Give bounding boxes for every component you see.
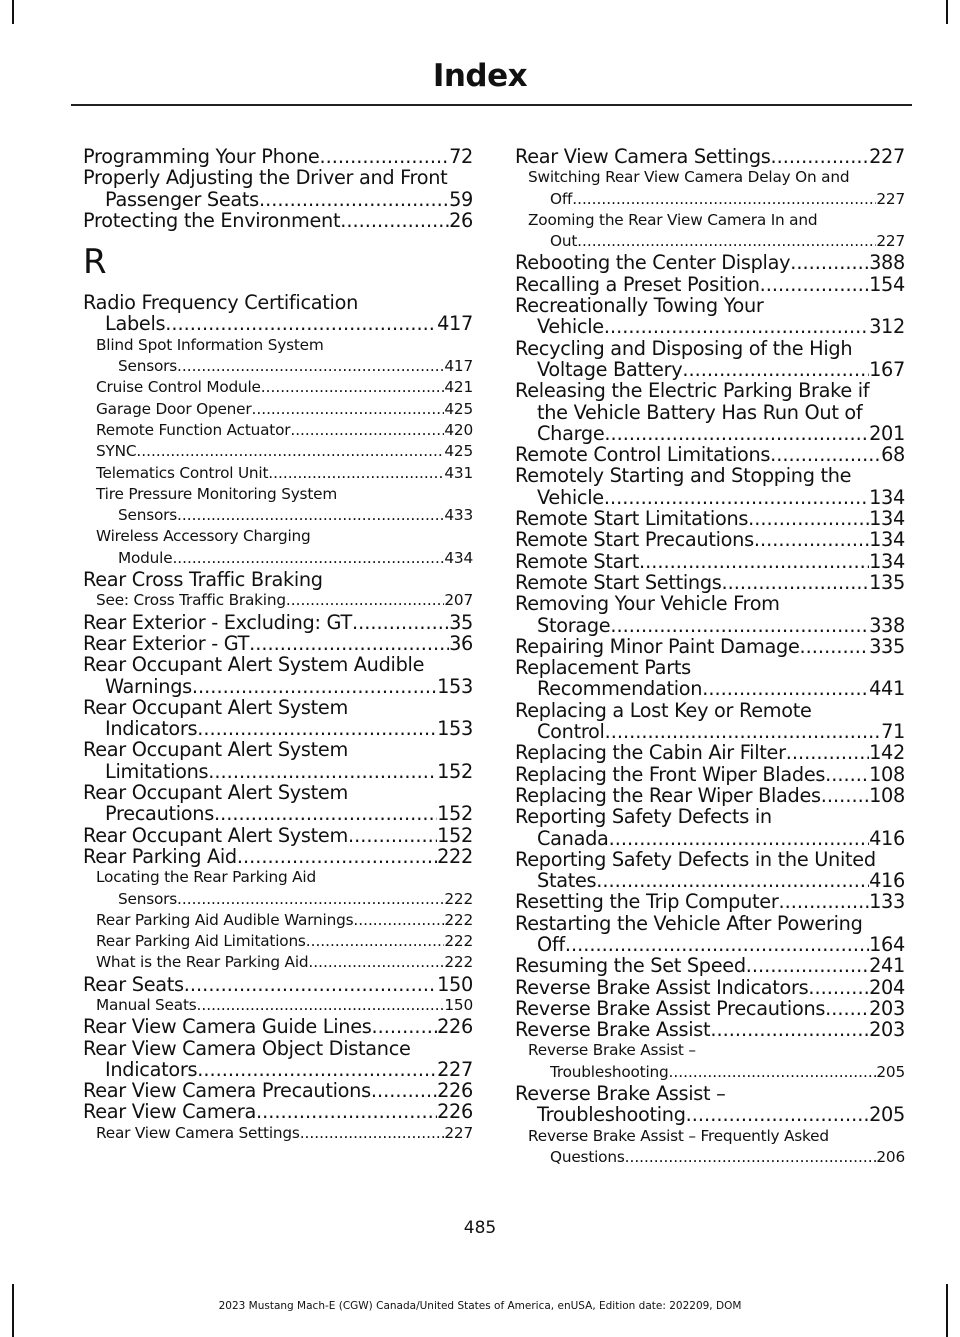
dot-leader — [184, 974, 437, 995]
index-subentry[interactable] — [83, 441, 473, 462]
index-subentry[interactable] — [515, 210, 905, 253]
entry-text: Remote Control Limitations — [515, 443, 771, 467]
dot-leader — [177, 889, 444, 910]
entry-text: Reverse Brake Assist Indicators — [515, 975, 809, 999]
page-reference: 388 — [869, 251, 905, 275]
dot-leader — [249, 633, 449, 654]
page-reference: 227 — [444, 1123, 473, 1142]
entry-text: Properly Adjusting the Driver and Front — [83, 166, 448, 190]
dot-leader — [596, 870, 869, 891]
entry-text: Radio Frequency Certification — [83, 291, 359, 315]
page-reference: 167 — [869, 357, 905, 381]
page-reference: 338 — [869, 613, 905, 637]
entry-text: Sensors — [118, 889, 178, 908]
page-reference: 203 — [869, 996, 905, 1020]
entry-text: Rear Parking Aid — [83, 844, 237, 868]
entry-text: Recalling a Preset Position — [515, 272, 760, 296]
entry-text: Programming Your Phone — [83, 145, 320, 168]
page-reference: 201 — [869, 421, 905, 445]
entry-text: Remote Start Settings — [515, 570, 722, 594]
page-reference: 421 — [444, 378, 473, 397]
entry-text: Replacing the Rear Wiper Blades — [515, 783, 821, 807]
entry-text: Module — [118, 548, 173, 567]
index-entry[interactable] — [83, 697, 473, 740]
page-reference: 226 — [437, 1079, 473, 1103]
index-entry[interactable] — [83, 825, 473, 846]
index-subentry[interactable] — [83, 995, 473, 1016]
dot-leader — [778, 891, 869, 912]
entry-text: Resuming the Set Speed — [515, 954, 746, 978]
entry-text: Reporting Safety Defects in the United — [515, 847, 876, 871]
index-entry[interactable] — [515, 742, 905, 763]
index-entry[interactable] — [515, 785, 905, 806]
dot-leader — [172, 548, 444, 569]
dot-leader — [340, 210, 449, 231]
index-subentry[interactable] — [83, 1123, 473, 1144]
page-reference: 241 — [869, 954, 905, 978]
dot-leader — [300, 1123, 445, 1144]
page-reference: 153 — [437, 717, 473, 741]
index-subentry[interactable] — [83, 910, 473, 931]
entry-text: Switching Rear View Camera Delay On and — [528, 168, 850, 187]
entry-text: Restarting the Vehicle After Powering — [515, 911, 863, 935]
entry-text: Locating the Rear Parking Aid — [96, 868, 316, 887]
index-subentry[interactable] — [83, 463, 473, 484]
page-title: Index — [432, 58, 528, 94]
entry-text: Voltage Battery — [537, 357, 683, 381]
page-reference: 222 — [444, 932, 473, 951]
dot-leader — [669, 1062, 877, 1083]
dot-leader — [306, 931, 445, 952]
section-letter: R — [83, 242, 107, 283]
dot-leader — [821, 785, 869, 806]
entry-text: Remotely Starting and Stopping the — [515, 464, 852, 488]
entry-text: Indicators — [105, 1057, 198, 1081]
entry-text: Remote Start Limitations — [515, 507, 749, 531]
index-entry[interactable] — [83, 1016, 473, 1037]
index-subentry[interactable] — [83, 377, 473, 398]
dot-leader — [192, 676, 437, 697]
dot-leader — [290, 420, 444, 441]
dot-leader — [771, 146, 870, 167]
index-entry[interactable] — [515, 1083, 905, 1126]
index-entry[interactable] — [83, 167, 473, 210]
page-reference: 152 — [437, 759, 473, 783]
dot-leader — [256, 1101, 437, 1122]
page-reference: 134 — [869, 549, 905, 573]
dot-leader — [197, 1059, 437, 1080]
page-reference: 425 — [444, 442, 473, 461]
index-subentry[interactable] — [83, 867, 473, 910]
index-entry[interactable] — [83, 633, 473, 654]
dot-leader — [577, 231, 876, 252]
index-entry[interactable] — [83, 1038, 473, 1081]
index-subentry[interactable] — [83, 484, 473, 527]
entry-text: the Vehicle Battery Has Run Out of — [537, 400, 863, 424]
index-entry[interactable] — [515, 146, 905, 167]
index-entry[interactable] — [83, 210, 473, 231]
page-reference: 154 — [869, 272, 905, 296]
page-reference: 133 — [869, 890, 905, 914]
dot-leader — [754, 529, 869, 550]
entry-text: Rear Exterior - Excluding: GT — [83, 610, 352, 634]
entry-text: Rear Occupant Alert System — [83, 695, 348, 719]
page-reference: 59 — [449, 187, 473, 211]
index-subentry[interactable] — [83, 526, 473, 569]
page-reference: 36 — [449, 631, 473, 655]
entry-text: Control — [537, 720, 605, 744]
entry-text: Rear Occupant Alert System — [83, 823, 348, 847]
dot-leader — [371, 1080, 437, 1101]
entry-text: Rear Occupant Alert System — [83, 738, 348, 762]
page-reference: 416 — [869, 826, 905, 850]
entry-text: Rear Parking Aid Limitations — [96, 932, 306, 951]
entry-text: Rear View Camera Guide Lines — [83, 1015, 372, 1039]
entry-text: Resetting the Trip Computer — [515, 890, 779, 914]
page-reference: 425 — [444, 399, 473, 418]
footer-edition: 2023 Mustang Mach-E (CGW) Canada/United States of America, enUSA, Edition date: 202209, DOM — [218, 1300, 742, 1312]
dot-leader — [372, 1016, 438, 1037]
index-entry[interactable] — [515, 955, 905, 976]
index-column-left — [83, 146, 473, 1144]
index-subentry[interactable] — [515, 1126, 905, 1169]
page-reference: 227 — [876, 189, 905, 208]
page-reference: 417 — [444, 357, 473, 376]
index-entry[interactable] — [515, 593, 905, 636]
dot-leader — [786, 742, 869, 763]
index-entry[interactable] — [515, 572, 905, 593]
page-reference: 134 — [869, 528, 905, 552]
page-reference: 205 — [876, 1062, 905, 1081]
index-entry[interactable] — [83, 739, 473, 782]
page-reference: 135 — [869, 570, 905, 594]
dot-leader — [825, 998, 869, 1019]
entry-text: Rear Occupant Alert System Audible — [83, 653, 425, 677]
index-entry[interactable] — [515, 700, 905, 743]
page-reference: 152 — [437, 802, 473, 826]
entry-text: Off — [537, 932, 565, 956]
entry-text: Rear View Camera Precautions — [83, 1079, 371, 1103]
entry-text: States — [537, 869, 597, 893]
dot-leader — [352, 612, 449, 633]
entry-text: Telematics Control Unit — [96, 463, 269, 482]
page-reference: 335 — [869, 634, 905, 658]
entry-text: Canada — [537, 826, 609, 850]
entry-text: Rear View Camera — [83, 1100, 257, 1124]
page-reference: 153 — [437, 674, 473, 698]
dot-leader — [565, 934, 869, 955]
index-entry[interactable] — [515, 252, 905, 273]
dot-leader — [748, 508, 869, 529]
page-reference: 134 — [869, 485, 905, 509]
dot-leader — [286, 590, 445, 611]
dot-leader — [604, 423, 869, 444]
dot-leader — [722, 572, 870, 593]
entry-text: Out — [550, 232, 578, 251]
entry-text: Storage — [537, 613, 611, 637]
entry-text: Replacement Parts — [515, 656, 691, 680]
entry-text: Repairing Minor Paint Damage — [515, 634, 800, 658]
entry-text: Sensors — [118, 357, 178, 376]
crop-mark-top-left — [12, 0, 14, 24]
index-subentry[interactable] — [83, 399, 473, 420]
index-entry[interactable] — [83, 846, 473, 867]
page-reference: 71 — [881, 720, 905, 744]
dot-leader — [237, 846, 437, 867]
dot-leader — [710, 1019, 869, 1040]
entry-text: Replacing a Lost Key or Remote — [515, 698, 812, 722]
entry-text: Vehicle — [537, 485, 604, 509]
entry-text: Garage Door Opener — [96, 399, 252, 418]
dot-leader — [746, 955, 869, 976]
entry-text: Rear View Camera Object Distance — [83, 1036, 411, 1060]
entry-text: Reverse Brake Assist — [515, 1018, 711, 1042]
page-reference: 226 — [437, 1100, 473, 1124]
dot-leader — [208, 761, 437, 782]
page-reference: 431 — [444, 463, 473, 482]
dot-leader — [177, 356, 444, 377]
page-reference: 227 — [437, 1057, 473, 1081]
entry-text: Tire Pressure Monitoring System — [96, 484, 338, 503]
dot-leader — [610, 615, 869, 636]
entry-text: Reverse Brake Assist – Frequently Asked — [528, 1126, 829, 1145]
index-entry[interactable] — [515, 295, 905, 338]
dot-leader — [770, 444, 881, 465]
dot-leader — [320, 146, 450, 167]
entry-text: Recommendation — [537, 677, 703, 701]
index-entry[interactable] — [515, 551, 905, 572]
entry-text: Remote Start — [515, 549, 640, 573]
page-reference: 226 — [437, 1015, 473, 1039]
dot-leader — [604, 316, 869, 337]
entry-text: What is the Rear Parking Aid — [96, 953, 309, 972]
index-subentry[interactable] — [83, 335, 473, 378]
entry-text: Zooming the Rear View Camera In and — [528, 210, 818, 229]
page-reference: 420 — [444, 420, 473, 439]
entry-text: Manual Seats — [96, 995, 197, 1014]
entry-text: Cruise Control Module — [96, 378, 261, 397]
index-entry[interactable] — [515, 529, 905, 550]
entry-text: Warnings — [105, 674, 192, 698]
index-entry[interactable] — [515, 338, 905, 381]
page-reference: 203 — [869, 1018, 905, 1042]
page-reference: 26 — [449, 208, 473, 232]
entry-text: Reporting Safety Defects in — [515, 805, 772, 829]
page-reference: 222 — [444, 953, 473, 972]
entry-text: Rear Parking Aid Audible Warnings — [96, 910, 354, 929]
index-entry[interactable] — [515, 977, 905, 998]
entry-text: Wireless Accessory Charging — [96, 527, 311, 546]
index-entry[interactable] — [83, 782, 473, 825]
entry-text: Replacing the Cabin Air Filter — [515, 741, 786, 765]
index-entry[interactable] — [515, 806, 905, 849]
dot-leader — [825, 764, 869, 785]
dot-leader — [702, 678, 869, 699]
index-entry[interactable] — [515, 508, 905, 529]
index-entry[interactable] — [83, 654, 473, 697]
index-entry[interactable] — [83, 146, 473, 167]
dot-leader — [308, 952, 444, 973]
entry-text: Recycling and Disposing of the High — [515, 336, 853, 360]
page-reference: 150 — [444, 995, 473, 1014]
page-reference: 206 — [876, 1147, 905, 1166]
entry-text: Remote Start Precautions — [515, 528, 754, 552]
entry-text: Passenger Seats — [105, 187, 259, 211]
index-subentry[interactable] — [515, 1040, 905, 1083]
page-reference: 152 — [437, 823, 473, 847]
page-reference: 134 — [869, 507, 905, 531]
entry-text: Troubleshooting — [537, 1103, 686, 1127]
entry-text: Indicators — [105, 717, 198, 741]
page-reference: 222 — [444, 889, 473, 908]
page-reference: 164 — [869, 932, 905, 956]
page-reference: 150 — [437, 972, 473, 996]
index-entry[interactable] — [515, 465, 905, 508]
index-entry[interactable] — [83, 974, 473, 995]
index-entry[interactable] — [515, 274, 905, 295]
dot-leader — [604, 487, 869, 508]
entry-text: See: Cross Traffic Braking — [96, 591, 286, 610]
entry-text: Questions — [550, 1147, 625, 1166]
index-entry[interactable] — [515, 1019, 905, 1040]
entry-text: Rear Seats — [83, 972, 184, 996]
index-entry[interactable] — [515, 657, 905, 700]
index-entry[interactable] — [515, 444, 905, 465]
index-subentry[interactable] — [515, 167, 905, 210]
index-subentry[interactable] — [83, 931, 473, 952]
index-entry[interactable] — [83, 569, 473, 590]
entry-text: Rear Cross Traffic Braking — [83, 568, 323, 592]
index-entry[interactable] — [515, 849, 905, 892]
dot-leader — [197, 995, 445, 1016]
entry-text: Removing Your Vehicle From — [515, 592, 780, 616]
entry-text: Reverse Brake Assist Precautions — [515, 996, 826, 1020]
index-subentry[interactable] — [83, 952, 473, 973]
dot-leader — [136, 441, 444, 462]
index-entry[interactable] — [515, 891, 905, 912]
crop-mark-top-right — [946, 0, 948, 24]
entry-text: Rear View Camera Settings — [96, 1123, 300, 1142]
page-reference: 312 — [869, 315, 905, 339]
entry-text: Rear View Camera Settings — [515, 145, 771, 168]
dot-leader — [261, 377, 445, 398]
dot-leader — [197, 718, 437, 739]
entry-text: Rear Exterior - GT — [83, 631, 250, 655]
entry-text: Blind Spot Information System — [96, 335, 324, 354]
index-subentry[interactable] — [83, 590, 473, 611]
entry-text: Protecting the Environment — [83, 208, 341, 232]
dot-leader — [682, 359, 869, 380]
page-reference: 142 — [869, 741, 905, 765]
entry-text: Troubleshooting — [550, 1062, 669, 1081]
page-reference: 207 — [444, 591, 473, 610]
dot-leader — [605, 721, 881, 742]
entry-text: Reverse Brake Assist – — [528, 1041, 696, 1060]
dot-leader — [800, 636, 870, 657]
index-entry[interactable] — [83, 1080, 473, 1101]
page-reference: 204 — [869, 975, 905, 999]
page-reference: 434 — [444, 548, 473, 567]
entry-text: SYNC — [96, 442, 137, 461]
dot-leader — [760, 274, 869, 295]
page-reference: 222 — [437, 844, 473, 868]
dot-leader — [808, 977, 869, 998]
entry-text: Off — [550, 189, 573, 208]
page-reference: 227 — [876, 232, 905, 251]
entry-text: Labels — [105, 312, 166, 336]
dot-leader — [609, 828, 870, 849]
dot-leader — [268, 463, 444, 484]
entry-text: Rear Occupant Alert System — [83, 781, 348, 805]
entry-text: Vehicle — [537, 315, 604, 339]
page-reference: 108 — [869, 783, 905, 807]
index-entry[interactable] — [515, 380, 905, 444]
dot-leader — [686, 1104, 869, 1125]
entry-text: Precautions — [105, 802, 214, 826]
page-number: 485 — [463, 1218, 497, 1238]
page-reference: 222 — [444, 910, 473, 929]
page-reference: 433 — [444, 506, 473, 525]
entry-text: Rebooting the Center Display — [515, 251, 791, 275]
index-entry[interactable] — [83, 612, 473, 633]
page-reference: 417 — [437, 312, 473, 336]
entry-text: Charge — [537, 421, 605, 445]
dot-leader — [165, 313, 437, 334]
dot-leader — [259, 189, 449, 210]
entry-text: Sensors — [118, 506, 178, 525]
entry-text: Recreationally Towing Your — [515, 294, 764, 318]
page-reference: 416 — [869, 869, 905, 893]
dot-leader — [625, 1147, 877, 1168]
entry-text: Reverse Brake Assist – — [515, 1082, 726, 1106]
header-rule — [71, 104, 912, 106]
dot-leader — [790, 252, 869, 273]
index-entry[interactable] — [515, 998, 905, 1019]
dot-leader — [214, 803, 437, 824]
page-reference: 205 — [869, 1103, 905, 1127]
page-reference: 35 — [449, 610, 473, 634]
page-reference: 72 — [449, 145, 473, 168]
index-column-right — [515, 146, 905, 1168]
index-entry[interactable] — [515, 913, 905, 956]
index-entry[interactable] — [83, 292, 473, 335]
dot-leader — [639, 551, 869, 572]
page-reference: 227 — [869, 145, 905, 168]
dot-leader — [572, 189, 876, 210]
dot-leader — [177, 505, 444, 526]
dot-leader — [353, 910, 444, 931]
entry-text: Releasing the Electric Parking Brake if — [515, 379, 870, 403]
index-entry[interactable] — [515, 636, 905, 657]
page-reference: 68 — [881, 443, 905, 467]
page-reference: 108 — [869, 762, 905, 786]
index-entry[interactable] — [83, 1101, 473, 1122]
entry-text: Remote Function Actuator — [96, 420, 291, 439]
dot-leader — [348, 825, 437, 846]
dot-leader — [251, 399, 444, 420]
entry-text: Limitations — [105, 759, 209, 783]
entry-text: Replacing the Front Wiper Blades — [515, 762, 826, 786]
page-reference: 441 — [869, 677, 905, 701]
index-entry[interactable] — [515, 764, 905, 785]
index-subentry[interactable] — [83, 420, 473, 441]
